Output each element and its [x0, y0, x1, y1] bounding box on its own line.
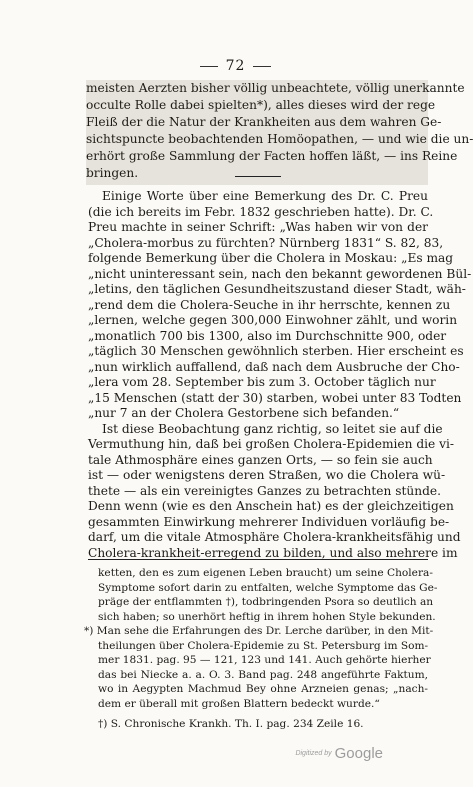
- page-number: [0, 58, 471, 74]
- text-line: erhört große Sammlung der Facten hoffen läßt, — ins Reine: [86, 149, 458, 163]
- text-line: thete — als ein vereinigtes Ganzes zu betrachten stünde.: [88, 483, 441, 498]
- footnote-line: dem er überall mit großen Blattern bedeckt wurde.“: [98, 697, 380, 710]
- footnote-line: Symptome sofort darin zu entfalten, welche Symptome das Ge-: [98, 581, 438, 594]
- text-line: „lernen, welche gegen 300,000 Einwohner zählt, und worin: [88, 313, 458, 327]
- text-line: bringen.: [86, 166, 139, 180]
- footnotes: [84, 566, 438, 730]
- text-line: „15 Menschen (statt der 30) starben, wobei unter 83 Todten: [88, 390, 462, 405]
- footnote-line: mer 1831. pag. 95 — 121, 123 und 141. Auch gehörte hierher: [98, 654, 431, 666]
- footnote-line: theilungen über Cholera-Epidemie zu St. Petersburg im Som-: [98, 639, 429, 652]
- footnote-line: sich haben; so unerhört heftig in ihrem hohen Style bekunden.: [98, 610, 436, 623]
- text-line: Einige Worte über eine Bemerkung des Dr. C. Preu: [102, 189, 428, 203]
- section-separator: [235, 176, 281, 177]
- highlighted-paragraph: [86, 80, 473, 185]
- text-line: „nur 7 an der Cholera Gestorbene sich befanden.“: [88, 406, 400, 420]
- text-line: „täglich 30 Menschen gewöhnlich sterben. Hier erscheint es: [88, 344, 464, 358]
- footnote-line: *) Man sehe die Erfahrungen des Dr. Lerche darüber, in den Mit-: [84, 625, 434, 637]
- text-line: ist — oder wenigstens deren Straßen, wo die Cholera wü-: [88, 468, 446, 482]
- footnote-rule: [88, 559, 428, 560]
- text-line: Vermuthung hin, daß bei großen Cholera-Epidemien die vi-: [88, 437, 455, 451]
- footnote-line: wo in Aegypten Machmud Bey ohne Arzneien genas; „nach-: [98, 683, 428, 695]
- text-line: „monatlich 700 bis 1300, also im Durchschnitte 900, oder: [88, 328, 447, 343]
- page-number-dash-left: [200, 66, 218, 67]
- text-line: tale Athmosphäre eines ganzen Orts, — so fein sie auch: [88, 452, 433, 467]
- text-line: Cholera-krankheit-erregend zu bilden, und also mehrere im: [88, 545, 458, 560]
- text-line: darf, um die vitale Atmosphäre Cholera-krankheitsfähig und: [88, 530, 461, 544]
- footnote-line: ketten, den es zum eigenen Leben braucht) um seine Cholera-: [98, 567, 433, 579]
- text-line: „letins, den täglichen Gesundheitszustand dieser Stadt, wäh-: [88, 282, 466, 296]
- text-line: „lera vom 28. September bis zum 3. October täglich nur: [88, 375, 436, 389]
- text-line: Preu machte in seiner Schrift: „Was haben wir von der: [88, 220, 428, 234]
- text-line: Ist diese Beobachtung ganz richtig, so leitet sie auf die: [102, 421, 443, 436]
- text-line: folgende Bemerkung über die Cholera in Moskau: „Es mag: [88, 251, 454, 265]
- text-line: Fleiß der die Natur der Krankheiten aus dem wahren Ge-: [86, 115, 442, 129]
- footnote-line: das bei Niecke a. a. O. 3. Band pag. 248 angeführte Faktum,: [98, 668, 428, 681]
- text-line: Denn wenn (wie es den Anschein hat) es der gleichzeitigen: [88, 499, 454, 513]
- watermark-logo-text: Google: [334, 745, 383, 762]
- google-digitized-watermark: [295, 745, 383, 763]
- page-number-text: 72: [225, 58, 246, 74]
- text-line: occulte Rolle dabei spielten*), alles dieses wird der rege: [86, 98, 436, 112]
- text-line: „Cholera-morbus zu fürchten? Nürnberg 1831“ S. 82, 83,: [88, 235, 444, 250]
- footnote-line: präge der entflammten †), todbringenden Psora so deutlich an: [98, 596, 434, 608]
- text-line: „rend dem die Cholera-Seuche in ihr herrschte, kennen zu: [88, 297, 451, 312]
- page-number-dash-right: [253, 66, 271, 67]
- text-line: (die ich bereits im Febr. 1832 geschrieben hatte). Dr. C.: [88, 204, 434, 219]
- main-text: [88, 188, 472, 560]
- text-line: gesammten Einwirkung mehrerer Individuen vorläufig be-: [88, 514, 450, 529]
- text-line: „nun wirklich auffallend, daß nach dem Ausbruche der Cho-: [88, 359, 460, 374]
- text-line: sichtspuncte beobachtenden Homöopathen, — und wie die un-: [86, 132, 473, 146]
- text-line: „nicht uninteressant sein, nach den bekannt gewordenen Bül-: [88, 266, 472, 281]
- footnote-line: †) S. Chronische Krankh. Th. I. pag. 234 Zeile 16.: [98, 718, 364, 730]
- watermark-prefix: Digitized by: [295, 750, 332, 758]
- text-line: meisten Aerzten bisher völlig unbeachtete, völlig unerkannte: [86, 81, 465, 95]
